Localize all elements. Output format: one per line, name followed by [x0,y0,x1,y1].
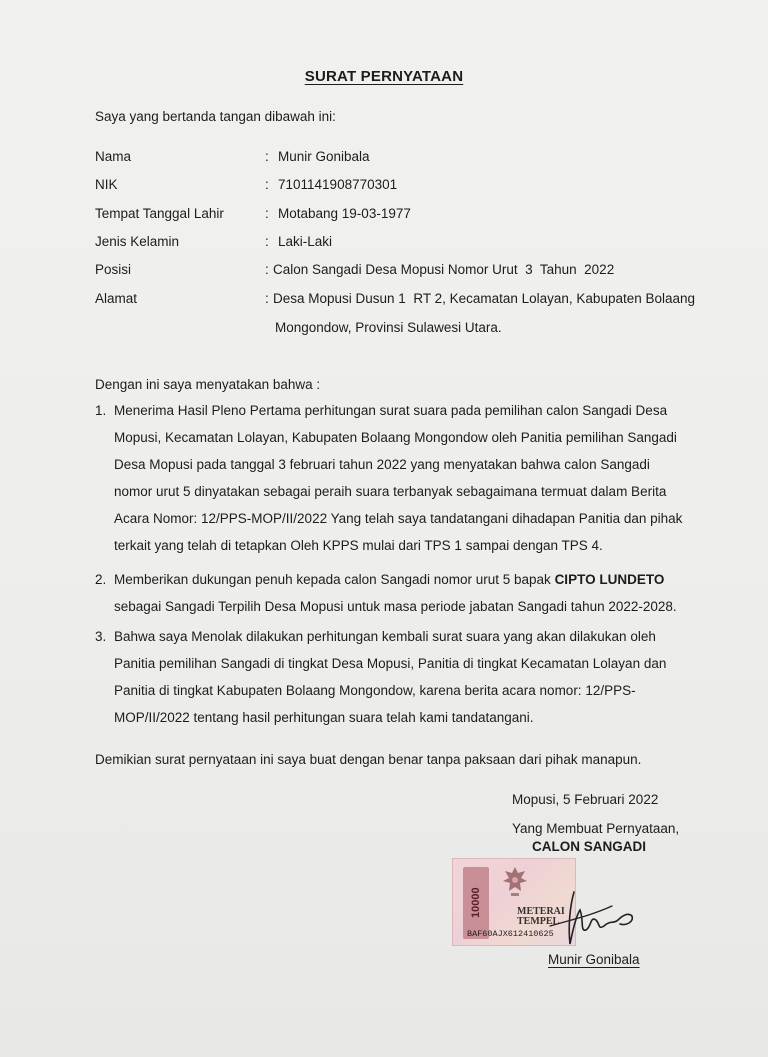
signer-name: Munir Gonibala [548,952,640,967]
item-line: MOP/II/2022 tentang hasil perhitungan suara telah kami tandatangani. [114,710,534,725]
field-value: Calon Sangadi Desa Mopusi Nomor Urut 3 Tahun 2022 [273,262,615,277]
field-label: Posisi [95,262,132,277]
field-value: Desa Mopusi Dusun 1 RT 2, Kecamatan Lolayan, Kabupaten Bolaang [273,291,696,306]
field-separator: : [265,234,269,249]
field-separator: : [265,177,269,192]
field-value: 7101141908770301 [278,177,398,192]
field-value: Laki-Laki [278,234,333,249]
place-date: Mopusi, 5 Februari 2022 [512,792,659,807]
item-number: 1. [95,403,107,418]
item-line [114,566,714,593]
statement-intro: Dengan ini saya menyatakan bahwa : [95,377,321,392]
field-separator: : [265,262,269,277]
item-line: sebagai Sangadi Terpilih Desa Mopusi untuk masa periode jabatan Sangadi tahun 2022-2028. [114,599,677,614]
stamp-serial: BAF60AJX612410625 [467,929,554,939]
candidate-name: CIPTO LUNDETO [554,572,665,587]
field-label: Alamat [95,291,138,306]
item-line: Mopusi, Kecamatan Lolayan, Kabupaten Bolaang Mongondow oleh Panitia pemilihan Sangadi [114,430,677,445]
stamp-value: 10000 [463,867,489,939]
field-value: Munir Gonibala [278,149,370,164]
item-text-part: Memberikan dukungan penuh kepada calon Sangadi nomor urut 5 bapak [114,572,555,587]
intro-text: Saya yang bertanda tangan dibawah ini: [95,109,336,124]
signer-position: CALON SANGADI [532,839,646,854]
item-number: 2. [95,572,107,587]
document-title: SURAT PERNYATAAN [304,68,464,85]
item-text [114,566,714,620]
stamp-label-line1: METERAI [517,906,565,917]
field-label: Nama [95,149,132,164]
item-line: Panitia pemilihan Sangadi di tingkat Desa Mopusi, Panitia di tingkat Kecamatan Lolayan dan [114,656,667,671]
field-label: NIK [95,177,118,192]
field-label: Tempat Tanggal Lahir [95,206,224,221]
item-line: terkait yang telah di tetapkan Oleh KPPS mulai dari TPS 1 sampai dengan TPS 4. [114,538,603,553]
field-separator: : [265,206,269,221]
stamp-label-line2: TEMPEL [517,916,560,927]
item-line: nomor urut 5 dinyatakan sebagai peraih suara terbanyak sebagaimana termuat dalam Berita [114,484,667,499]
field-value: Motabang 19-03-1977 [278,206,411,221]
item-text [114,623,714,731]
item-line: Panitia di tingkat Kabupaten Bolaang Mongondow, karena berita acara nomor: 12/PPS- [114,683,636,698]
field-separator: : [265,149,269,164]
garuda-emblem-icon [501,865,529,899]
item-line: Bahwa saya Menolak dilakukan perhitungan kembali surat suara yang akan dilakukan oleh [114,629,656,644]
item-text [114,397,714,559]
item-line: Menerima Hasil Pleno Pertama perhitungan surat suara pada pemilihan calon Sangadi Desa [114,403,668,418]
field-separator: : [265,291,269,306]
item-number: 3. [95,629,107,644]
handwritten-signature [540,886,640,950]
closing-text: Demikian surat pernyataan ini saya buat dengan benar tanpa paksaan dari pihak manapun. [95,752,642,767]
address-line-2: Mongondow, Provinsi Sulawesi Utara. [275,320,502,335]
field-label: Jenis Kelamin [95,234,180,249]
signer-role: Yang Membuat Pernyataan, [512,821,680,836]
item-line: Desa Mopusi pada tanggal 3 februari tahun 2022 yang menyatakan bahwa calon Sangadi [114,457,650,472]
item-line: Acara Nomor: 12/PPS-MOP/II/2022 Yang telah saya tandatangani dihadapan Panitia dan pihak [114,511,683,526]
